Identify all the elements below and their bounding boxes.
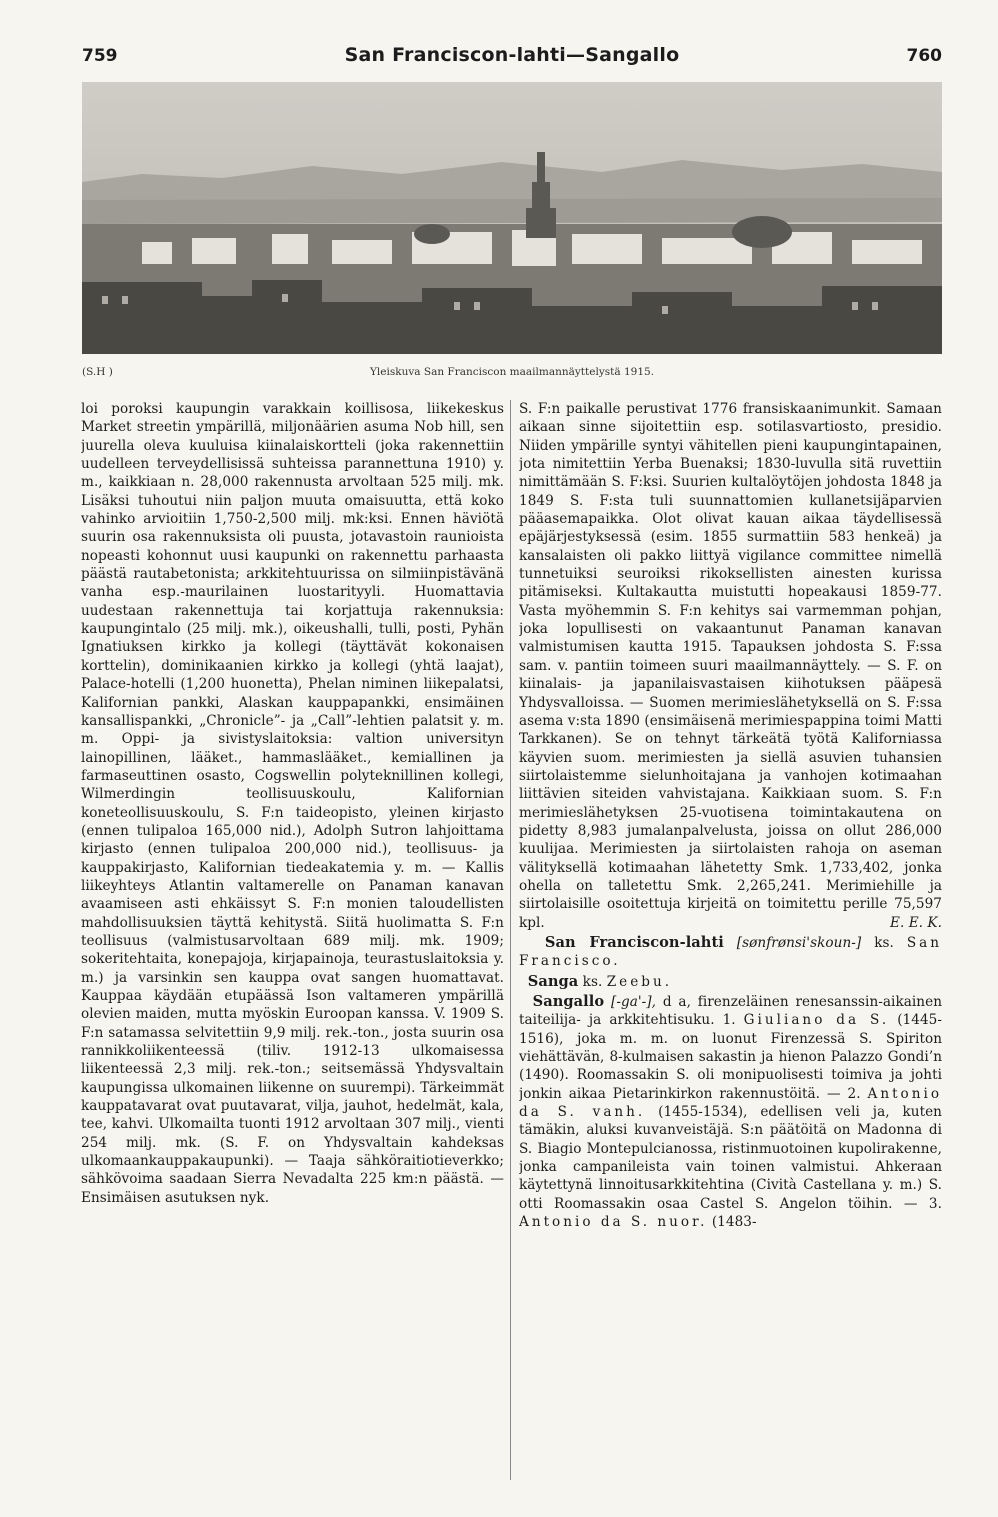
running-header bbox=[82, 44, 942, 74]
entry-headword: Sanga bbox=[527, 972, 579, 990]
entry-text: (1483- bbox=[711, 1214, 757, 1231]
left-column-text: loi poroksi kaupungin varakkain koillisosa, liikekeskus Market streetin ympärillä, miljonäärien asuma Nob hill, sen juurella oleva kuuluisa kiinalaiskortteli (joka rakennettiin uudelleen terveydellisissä suhteissa parannettuna 1910) y. m., kaikkiaan n. 28,000 rakennusta arvoltaan 525 milj. mk. Lisäksi tuhoutui niin paljon muuta omaisuutta, että koko vahinko arvioitiin 1,750-2,500 milj. mk:ksi. Ennen häviötä suurin osa rakennuksista oli puusta, jotavastoin raunioista nopeasti kohonnut uusi kaupunki on rakennettu parhaasta päästä rautabetonista; arkkitehtuurissa on silmiinpistävänä vanha esp.-maurilainen luostarityyli. Huomattavia uudestaan rakennettuja tai korjattuja rakennuksia: kaupungintalo (25 milj. mk.), oikeushalli, tulli, posti, Pyhän Ignatiuksen kirkko ja kollegi (täyttävät kokonaisen korttelin), dominikaanien kirkko ja kollegi (yhtä laajat), Palace-hotelli (1,200 huonetta), Phelan niminen liikepalatsi, Kalifornian pankki, Alaskan kauppapankki, ensimäinen kansallispankki, „Chronicle”- ja „Call”-lehtien palatsit y. m. m. Oppi- ja sivistyslaitoksia: valtion universityn lainopillinen, lääket., hammaslääket., kemiallinen ja farmaseuttinen osasto, Cogswellin polyteknillinen kollegi, Wilmerdingin teollisuuskoulu, Kalifornian koneteollisuuskoulu, S. F:n taideopisto, yleinen kirjasto (ennen tulipaloa 165,000 nid.), Adolph Sutron lahjoittama kirjasto (ennen tulipaloa 200,000 nid.), teollisuus- ja kauppakirjasto, Kalifornian tiedeakatemia y. m. — Kallis liikeyhteys Atlantin valtamerelle on Panaman kanavan avaamiseen asti ehkäissyt S. F:n monien taloudellisten mahdollisuuksien täyttä kehitystä. Siitä huolimatta S. F:n teollisuus (valmistusarvoltaan 689 milj. mk. 1909; sokeritehtaita, konepajoja, kirjapainoja, teurastuslaitoksia y. m.) ja varsinkin sen kauppa ovat sangen huomattavat. Kauppaa käydään etupäässä Ison valtameren ympärillä olevien maiden, mutta myöskin Euroopan kanssa. V. 1909 S. F:n satamassa selvitettiin 9,9 milj. rek.-ton., josta suurin osa rannikkoliikenteessä (tiliv. 1912-13 ulkomaisessa liikenteessä 2,3 milj. rek.-ton.; seitsemässä Yhdysvaltain kaupungissa ulkomainen liikenne on suurempi). Tärkeimmät kauppatavarat ovat puutavarat, vilja, jauhot, hedelmät, kala, tee, kahvi. Ulkomailta tuonti 1912 arvoltaan 307 milj., vienti 254 milj. mk. (S. F. on Yhdysvaltain kahdeksas ulkomaankauppakaupunki). — Taaja sähköraitiotieverkko; sähkövoima saadaan Sierra Nevadalta 225 km:n päästä. — Ensimäisen asutuksen nyk. bbox=[81, 401, 504, 1206]
entry-san-franciscon-lahti bbox=[519, 934, 942, 971]
history-text: S. F:n paikalle perustivat 1776 fransiskaanimunkit. Samaan aikaan sinne sijoitettiin esp. sotilasvartiosto, presidio. Niiden ympärille syntyi vähitellen pieni kaupungintapainen, jota nimitettiin Yerba Buenaksi; 1830-luvulla sitä ruvettiin nimittämään S. F:ksi. Suurien kultalöytöjen johdosta 1848 ja 1849 S. F:sta tuli suunnattomien kullanetsijäparvien pääasemapaikka. Olot olivat kauan aikaa täydellisessä epäjärjestyksessä (esim. 1855 surmattiin 583 henkeä) ja kansalaisten oli pakko liittyä vigilance committee nimellä tunnetuiksi seuroiksi rikoksellisten ainesten kurissa pitämiseksi. Kultakautta muistutti hopeakausi 1859-77. Vasta myöhemmin S. F:n kehitys sai varmemman pohjan, joka lopullisesti on vakaantunut Panaman kanavan valmistumisen kautta 1915. Tapauksen johdosta S. F:ssa sam. v. pantiin toimeen suuri maailmannäyttely. — S. F. on kiinalais- ja japanilaisvastaisen kiihotuksen pääpesä Yhdysvalloissa. — Suomen merimieslähetyksellä on S. F:ssa asema v:sta 1890 (ensimäisenä merimiespappina toimi Matti Tarkkanen). Se on tehnyt tärkeätä työtä Kaliforniassa käyvien suom. merimiesten ja siellä asuvien tuhansien siirtolaistemme sielunhoitajana ja vanhojen kotimaahan liittävien siteiden vahvistajana. Kaikkiaan suom. S. F:n merimieslähetyksen 25-vuotisena toimintakautena on pidetty 8,983 jumalanpalvelusta, joissa on ollut 286,000 kuulijaa. Merimiesten ja siirtolaisten rahoja on aseman välityksellä kotimaahan lähetetty Smk. 1,733,402, jonka ohella on talletettu Smk. 2,265,241. Merimiehille ja siirtolaisille osoitettuja kirjeitä on toimitettu perille 75,597 kpl. bbox=[519, 401, 942, 931]
caption-text: Yleiskuva San Franciscon maailmannäyttelystä 1915. bbox=[369, 366, 655, 378]
exposition-photo bbox=[82, 82, 942, 354]
person-name: Antonio da S. vanh. bbox=[519, 1085, 942, 1121]
column-divider bbox=[510, 400, 511, 1480]
entry-pronunciation: [-ga'-], bbox=[610, 994, 657, 1010]
person-name: Antonio da S. nuor. bbox=[519, 1214, 708, 1231]
figure-caption bbox=[82, 366, 942, 382]
entry-reference: San Francisco. bbox=[519, 934, 942, 970]
page-title: San Franciscon-lahti—Sangallo bbox=[344, 44, 680, 66]
entry-sangallo bbox=[519, 993, 942, 1231]
person-name: Giuliano da S. bbox=[743, 1012, 890, 1029]
entry-reference: Zeebu. bbox=[606, 973, 673, 990]
entry-pronunciation: [sønfrønsi'skoun-] bbox=[736, 934, 862, 951]
page-number-left: 759 bbox=[82, 46, 118, 66]
entry-headword: Sangallo bbox=[532, 993, 605, 1010]
entry-see: ks. bbox=[582, 973, 603, 990]
entry-text: (1445-1516), joka m. m. on luonut Firenzessä S. Spiriton viehättävän, 8-kulmaisen sakastin ja hienon Palazzo Gondi’n (1490). Roomassakin S. oli monipuolisesti toimiva ja johti jonkin aikaa Pietarinkirkon rakennustöitä. — 2. bbox=[519, 1012, 942, 1102]
entry-text: (1455-1534), edellisen veli ja, kuten tämäkin, aluksi kuvanveistäjä. S:n päätöitä on Madonna di S. Biagio Montepulcianossa, ristinmuotoinen kupolirakenne, jonka campanileista vain toinen valmistui. Ahkeraan käytettynä linnoitusarkkitehtina (Cività Castellana y. m.) S. otti Roomassakin osaa Castel S. Angelon töihin. — 3. bbox=[519, 1104, 942, 1212]
page-number-right: 760 bbox=[906, 46, 942, 66]
entry-sanga bbox=[519, 973, 942, 991]
author-signature: E. E. K. bbox=[889, 914, 942, 931]
entry-headword: San Franciscon-lahti bbox=[544, 933, 724, 951]
entry-text: d a, firenzeläinen renesanssin-aikainen taiteilija- ja arkkitehtisuku. 1. bbox=[519, 994, 942, 1029]
left-column bbox=[81, 400, 504, 1480]
entry-see: ks. bbox=[874, 934, 894, 951]
right-column bbox=[519, 400, 942, 1480]
photo-credit: (S.H ) bbox=[82, 366, 113, 378]
san-francisco-history bbox=[519, 400, 942, 932]
